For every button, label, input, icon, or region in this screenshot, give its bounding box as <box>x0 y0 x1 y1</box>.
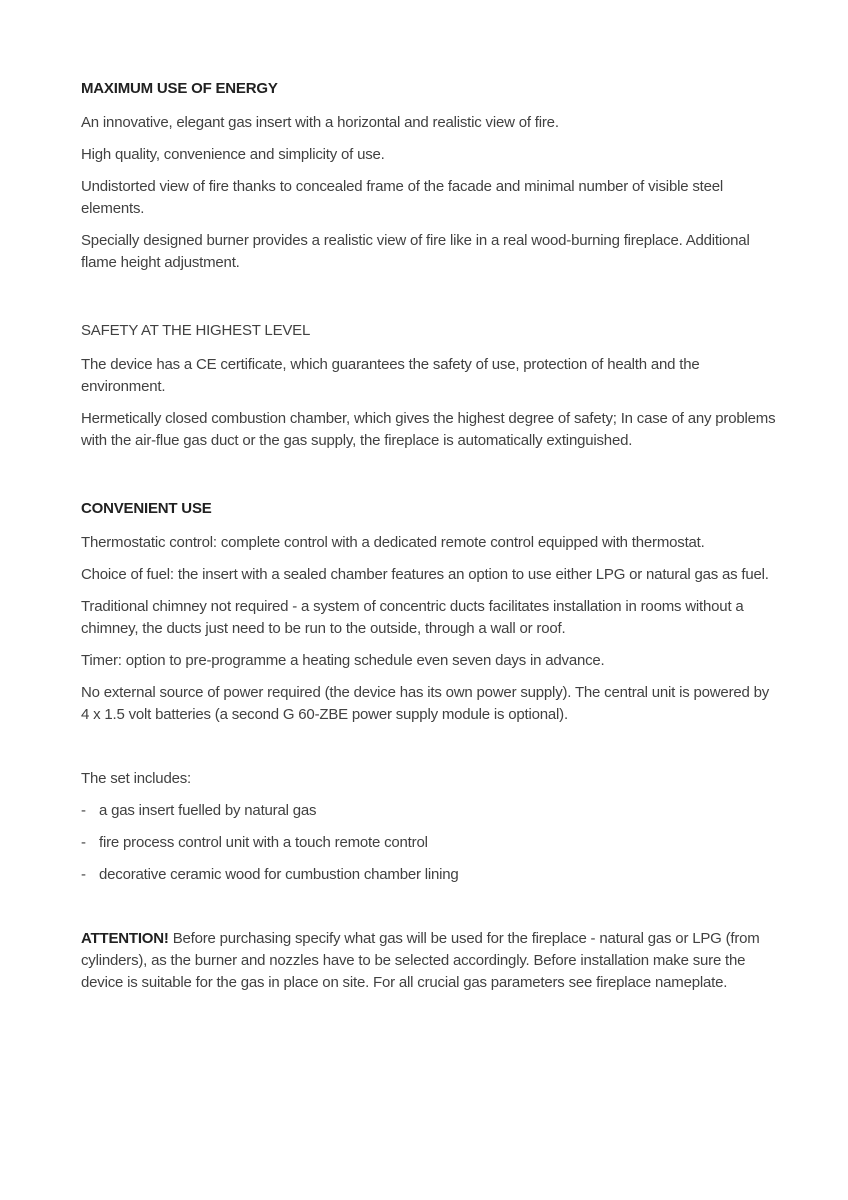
attention-paragraph <box>81 928 781 994</box>
paragraph: Undistorted view of fire thanks to concealed frame of the facade and minimal number of visible steel elements. <box>81 178 724 217</box>
section-heading-convenient-use: CONVENIENT USE <box>81 500 212 517</box>
attention-label: ATTENTION! <box>81 930 169 947</box>
section-maximum-use-of-energy <box>81 78 781 274</box>
list-item-text: fire process control unit with a touch remote control <box>99 834 428 851</box>
paragraph: No external source of power required (the device has its own power supply). The central unit is powered by 4 x 1.5 volt batteries (a second G 60-ZBE power supply module is optional). <box>81 684 770 723</box>
section-safety-at-the-highest-level <box>81 320 781 452</box>
attention-text: Before purchasing specify what gas will be used for the fireplace - natural gas or LPG (from cylinders), as the burner and nozzles have to be selected accordingly. Before installation make sure the device is suitable for the gas in place on site. For all crucial gas parameters see fireplace nameplate. <box>81 930 760 991</box>
dash-bullet: - <box>81 834 86 851</box>
list-item <box>81 832 781 854</box>
section-convenient-use <box>81 498 781 726</box>
dash-bullet: - <box>81 802 86 819</box>
set-includes-intro: The set includes: <box>81 770 191 787</box>
dash-bullet: - <box>81 866 86 883</box>
paragraph: Traditional chimney not required - a system of concentric ducts facilitates installation in rooms without a chimney, the ducts just need to be run to the outside, through a wall or roof. <box>81 598 744 637</box>
paragraph: High quality, convenience and simplicity of use. <box>81 146 385 163</box>
list-item-text: a gas insert fuelled by natural gas <box>99 802 317 819</box>
list-item-text: decorative ceramic wood for cumbustion chamber lining <box>99 866 459 883</box>
paragraph: Choice of fuel: the insert with a sealed chamber features an option to use either LPG or natural gas as fuel. <box>81 566 769 583</box>
section-heading-maximum-use-of-energy: MAXIMUM USE OF ENERGY <box>81 80 278 97</box>
paragraph: Thermostatic control: complete control with a dedicated remote control equipped with thermostat. <box>81 534 705 551</box>
document-content <box>81 78 781 994</box>
list-item <box>81 800 781 822</box>
section-heading-safety-at-the-highest-level: SAFETY AT THE HIGHEST LEVEL <box>81 322 311 339</box>
attention-block <box>81 928 781 994</box>
paragraph: Hermetically closed combustion chamber, which gives the highest degree of safety; In case of any problems with the air-flue gas duct or the gas supply, the fireplace is automatically extinguished. <box>81 410 776 449</box>
paragraph: Specially designed burner provides a realistic view of fire like in a real wood-burning fireplace. Additional flame height adjustment. <box>81 232 750 271</box>
set-includes-block <box>81 768 781 886</box>
paragraph: Timer: option to pre-programme a heating schedule even seven days in advance. <box>81 652 605 669</box>
list-item <box>81 864 781 886</box>
paragraph: An innovative, elegant gas insert with a horizontal and realistic view of fire. <box>81 114 559 131</box>
paragraph: The device has a CE certificate, which guarantees the safety of use, protection of health and the environment. <box>81 356 700 395</box>
set-includes-list <box>81 800 781 886</box>
